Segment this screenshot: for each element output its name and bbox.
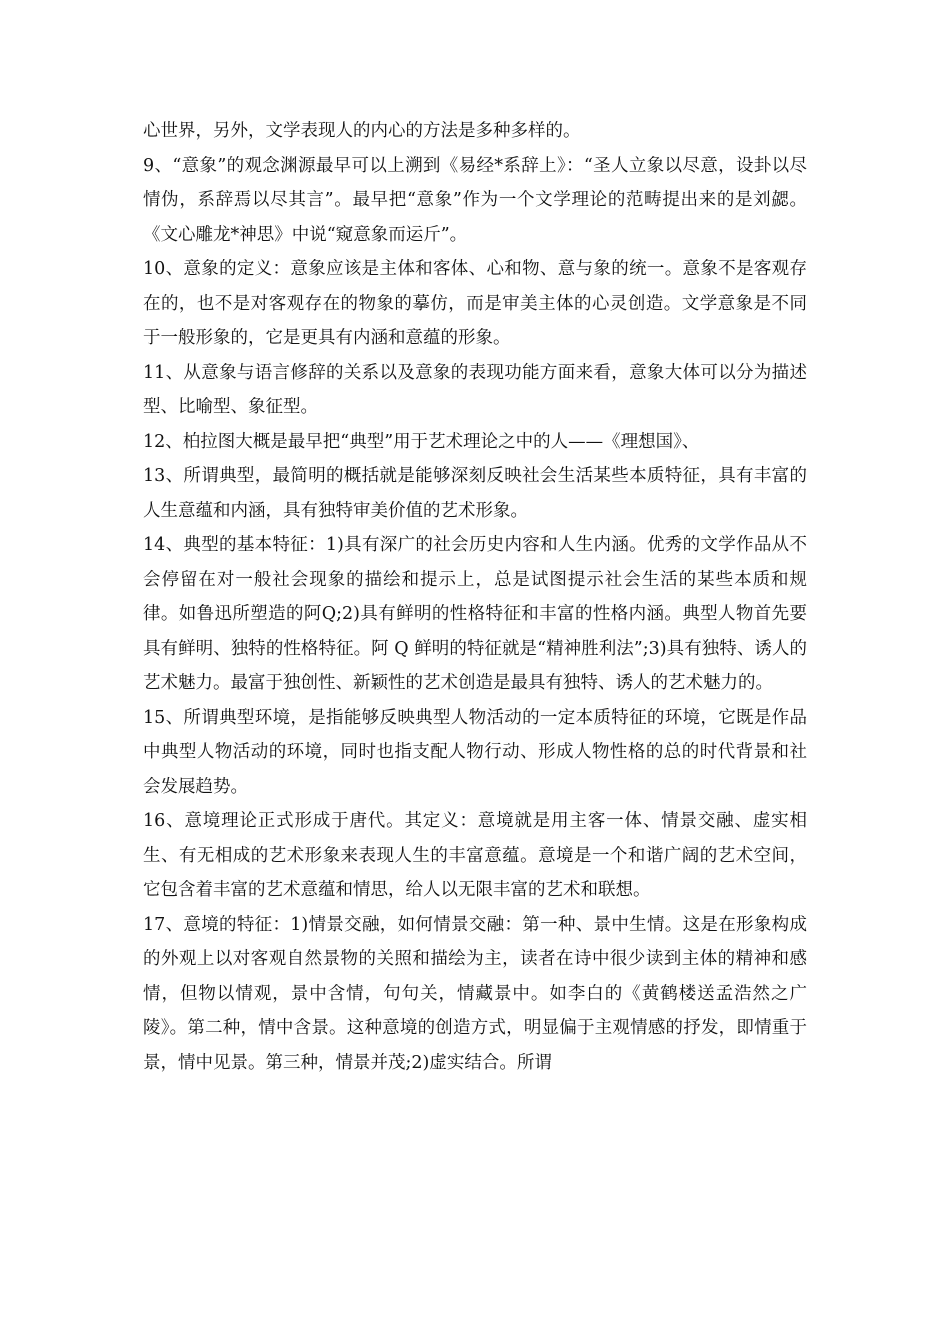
paragraph-13: 13、所谓典型，最简明的概括就是能够深刻反映社会生活某些本质特征，具有丰富的人生意蕴和内涵，具有独特审美价值的艺术形象。 (143, 466, 807, 521)
paragraph-9: 9、“意象”的观念渊源最早可以上溯到《易经*系辞上》：“圣人立象以尽意，设卦以尽情伪，系辞焉以尽其言”。最早把“意象”作为一个文学理论的范畴提出来的是刘勰。《文心雕龙*神思》中说“窥意象而运斤”。 (143, 155, 807, 245)
paragraph-11: 11、从意象与语言修辞的关系以及意象的表现功能方面来看，意象大体可以分为描述型、比喻型、象征型。 (143, 362, 807, 417)
paragraph-14: 14、典型的基本特征：1)具有深广的社会历史内容和人生内涵。优秀的文学作品从不会停留在对一般社会现象的描绘和提示上，总是试图提示社会生活的某些本质和规律。如鲁迅所塑造的阿Q;2)具有鲜明的性格特征和丰富的性格内涵。典型人物首先要具有鲜明、独特的性格特征。阿 Q 鲜明的特征就是“精神胜利法”;3)具有独特、诱人的艺术魅力。最富于独创性、新颖性的艺术创造是最具有独特、诱人的艺术魅力的。 (143, 535, 807, 693)
paragraph-15: 15、所谓典型环境，是指能够反映典型人物活动的一定本质特征的环境，它既是作品中典型人物活动的环境，同时也指支配人物行动、形成人物性格的总的时代背景和社会发展趋势。 (143, 707, 807, 797)
paragraph-16: 16、意境理论正式形成于唐代。其定义：意境就是用主客一体、情景交融、虚实相生、有无相成的艺术形象来表现人生的丰富意蕴。意境是一个和谐广阔的艺术空间，它包含着丰富的艺术意蕴和情思，给人以无限丰富的艺术和联想。 (143, 811, 807, 900)
paragraph-10: 10、意象的定义：意象应该是主体和客体、心和物、意与象的统一。意象不是客观存在的，也不是对客观存在的物象的摹仿，而是审美主体的心灵创造。文学意象是不同于一般形象的，它是更具有内涵和意蕴的形象。 (143, 259, 807, 348)
paragraph-continuation: 心世界，另外，文学表现人的内心的方法是多种多样的。 (143, 121, 581, 141)
paragraph-17: 17、意境的特征：1)情景交融，如何情景交融：第一种、景中生情。这是在形象构成的外观上以对客观自然景物的关照和描绘为主，读者在诗中很少读到主体的精神和感情，但物以情观，景中含情，句句关，情藏景中。如李白的《黄鹤楼送孟浩然之广陵》。第二种，情中含景。这种意境的创造方式，明显偏于主观情感的抒发，即情重于景，情中见景。第三种，情景并茂;2)虚实结合。所谓 (143, 914, 807, 1073)
paragraph-12: 12、柏拉图大概是最早把“典型”用于艺术理论之中的人——《理想国》、 (143, 431, 700, 452)
